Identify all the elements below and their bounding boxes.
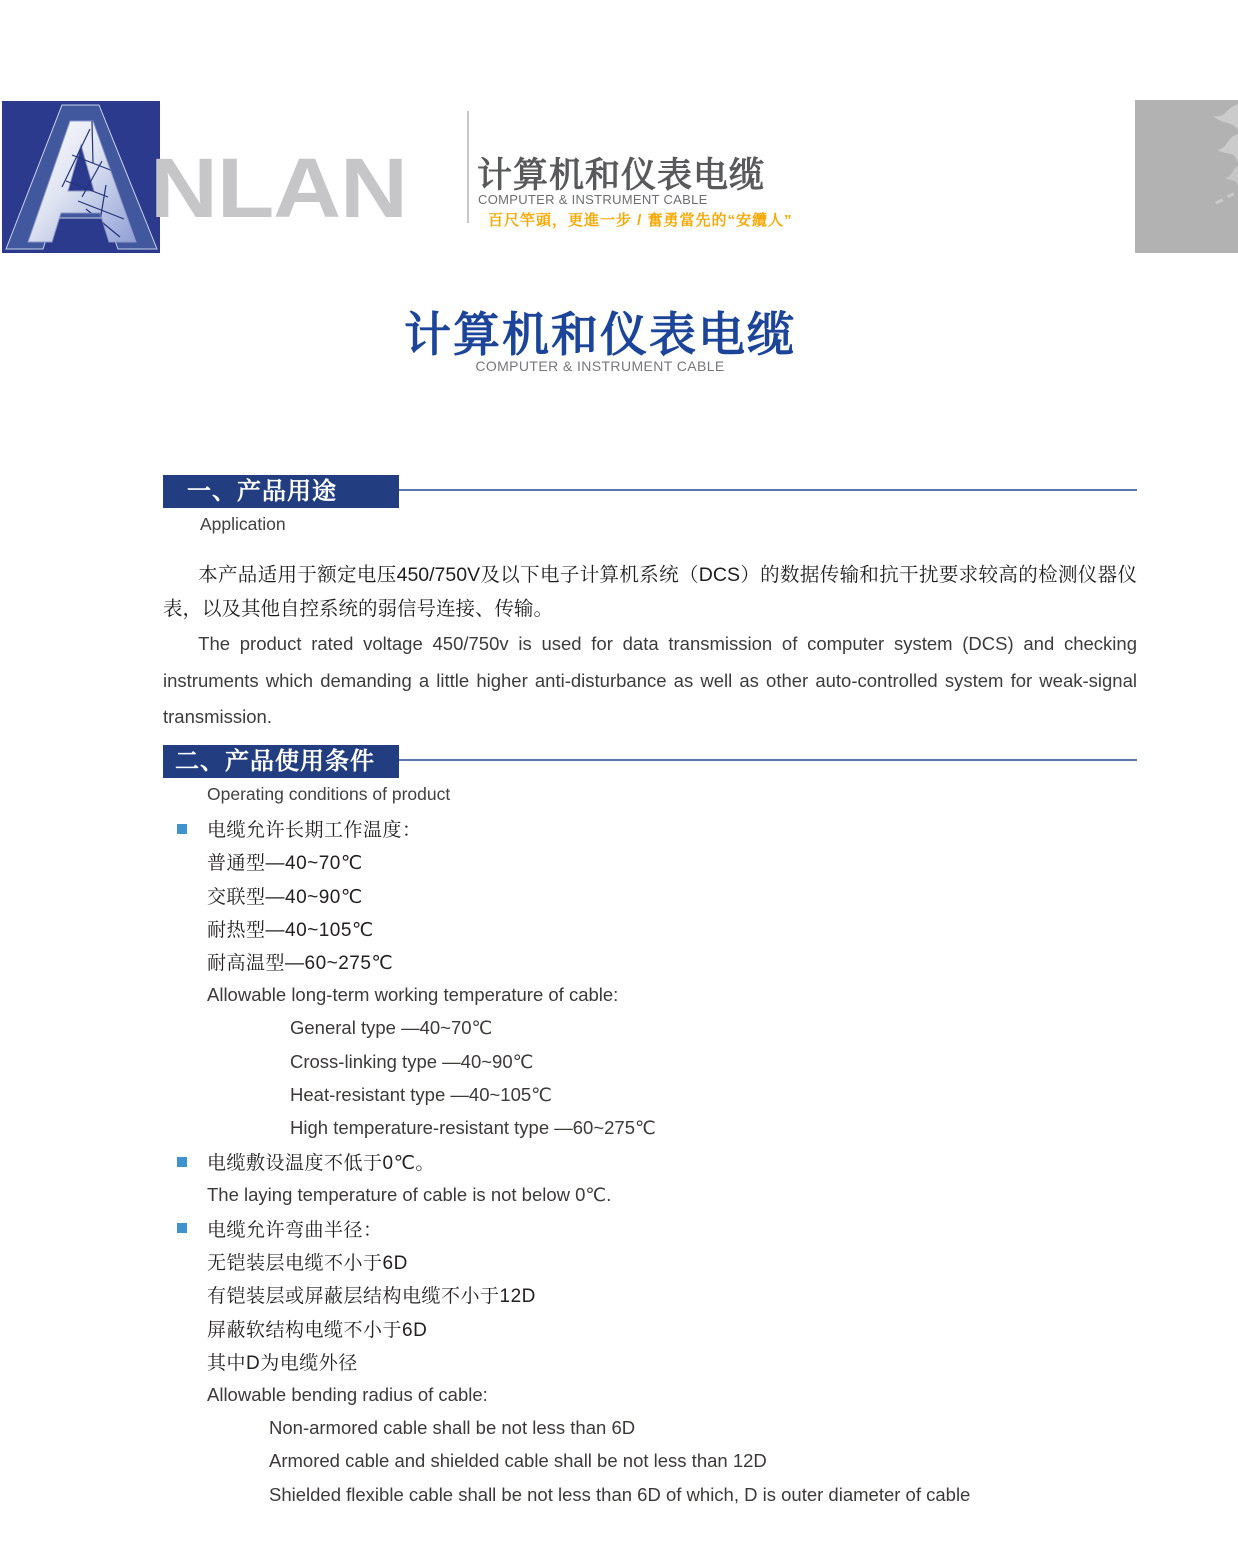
condition-text: General type —40~70℃ bbox=[290, 1017, 493, 1039]
section2-heading-bar: 二、产品使用条件 bbox=[163, 745, 399, 778]
condition-text: 电缆允许长期工作温度： bbox=[207, 820, 422, 842]
condition-item bbox=[163, 1045, 1137, 1078]
condition-text: Allowable long-term working temperature of cable: bbox=[207, 984, 619, 1006]
section1-body-cn: 本产品适用于额定电压450/750V及以下电子计算机系统（DCS）的数据传输和抗干扰要求较高的检测仪器仪表，以及其他自控系统的弱信号连接、传输。 bbox=[163, 564, 1137, 620]
condition-item bbox=[163, 1311, 1137, 1344]
condition-item bbox=[163, 978, 1137, 1011]
condition-item bbox=[163, 1178, 1137, 1211]
bullet-square-icon bbox=[177, 1223, 187, 1233]
condition-text: High temperature-resistant type —60~275℃ bbox=[290, 1117, 656, 1139]
section2-subheading: Operating conditions of product bbox=[207, 784, 451, 804]
condition-item bbox=[163, 1212, 1137, 1245]
condition-text: Shielded flexible cable shall be not less than 6D of which, D is outer diameter of cable bbox=[269, 1483, 971, 1505]
section1-subheading: Application bbox=[200, 514, 286, 534]
section1-rule bbox=[399, 489, 1137, 491]
condition-text: 电缆敷设温度不低于0℃。 bbox=[207, 1153, 435, 1175]
logo-wordmark: NLAN bbox=[150, 141, 407, 235]
condition-text: 交联型—40~90℃ bbox=[207, 886, 363, 908]
condition-text: 屏蔽软结构电缆不小于6D bbox=[207, 1319, 428, 1341]
condition-text: 有铠装层或屏蔽层结构电缆不小于12D bbox=[207, 1286, 536, 1308]
condition-item bbox=[163, 845, 1137, 878]
condition-text: The laying temperature of cable is not below 0℃. bbox=[207, 1183, 612, 1205]
condition-item bbox=[163, 1345, 1137, 1378]
condition-text: 电缆允许弯曲半径： bbox=[207, 1219, 383, 1241]
condition-text: 其中D为电缆外径 bbox=[207, 1352, 358, 1374]
condition-item bbox=[163, 879, 1137, 912]
condition-item bbox=[163, 1145, 1137, 1178]
condition-item bbox=[163, 1112, 1137, 1145]
header-slogan: 百尺竿頭，更進一步 / 奮勇當先的“安纜人” bbox=[488, 212, 793, 229]
condition-item bbox=[163, 1078, 1137, 1111]
condition-text: Armored cable and shielded cable shall be not less than 12D bbox=[269, 1450, 767, 1472]
section1-heading-bar: 一、产品用途 bbox=[163, 475, 399, 508]
section2-rule bbox=[399, 759, 1137, 761]
header-decoration-box bbox=[1135, 100, 1238, 253]
company-logo bbox=[2, 101, 160, 253]
condition-item bbox=[163, 1411, 1137, 1444]
condition-item bbox=[163, 1278, 1137, 1311]
header-product-title-en: COMPUTER & INSTRUMENT CABLE bbox=[478, 192, 708, 207]
leaf-decoration-icon bbox=[1135, 100, 1238, 253]
logo-a-icon bbox=[2, 101, 160, 253]
page-title: 计算机和仪表电缆 bbox=[404, 308, 796, 361]
condition-item bbox=[163, 945, 1137, 978]
condition-item bbox=[163, 1245, 1137, 1278]
condition-item bbox=[163, 1445, 1137, 1478]
condition-text: Heat-resistant type —40~105℃ bbox=[290, 1084, 552, 1106]
condition-text: Cross-linking type —40~90℃ bbox=[290, 1050, 534, 1072]
condition-text: 耐热型—40~105℃ bbox=[207, 920, 374, 942]
condition-item bbox=[163, 1378, 1137, 1411]
condition-text: Allowable bending radius of cable: bbox=[207, 1383, 488, 1405]
condition-text: 耐高温型—60~275℃ bbox=[207, 953, 394, 975]
section1-body-en: The product rated voltage 450/750v is used for data transmission of computer system (DCS) and checking instruments which demanding a little higher anti-disturbance as well as other auto-controlled system for weak-signal transmission. bbox=[163, 633, 1137, 727]
condition-item bbox=[163, 912, 1137, 945]
bullet-square-icon bbox=[177, 824, 187, 834]
condition-text: 无铠装层电缆不小于6D bbox=[207, 1253, 408, 1274]
header-divider bbox=[467, 111, 469, 223]
header-product-title-cn: 计算机和仪表电缆 bbox=[477, 156, 766, 195]
bullet-square-icon bbox=[177, 1157, 187, 1167]
page-subtitle: COMPUTER & INSTRUMENT CABLE bbox=[475, 358, 725, 374]
conditions-list bbox=[163, 812, 1137, 1511]
condition-item bbox=[163, 812, 1137, 845]
condition-text: 普通型—40~70℃ bbox=[207, 853, 363, 875]
condition-item bbox=[163, 1012, 1137, 1045]
condition-item bbox=[163, 1478, 1137, 1511]
condition-text: Non-armored cable shall be not less than 6D bbox=[269, 1416, 636, 1438]
